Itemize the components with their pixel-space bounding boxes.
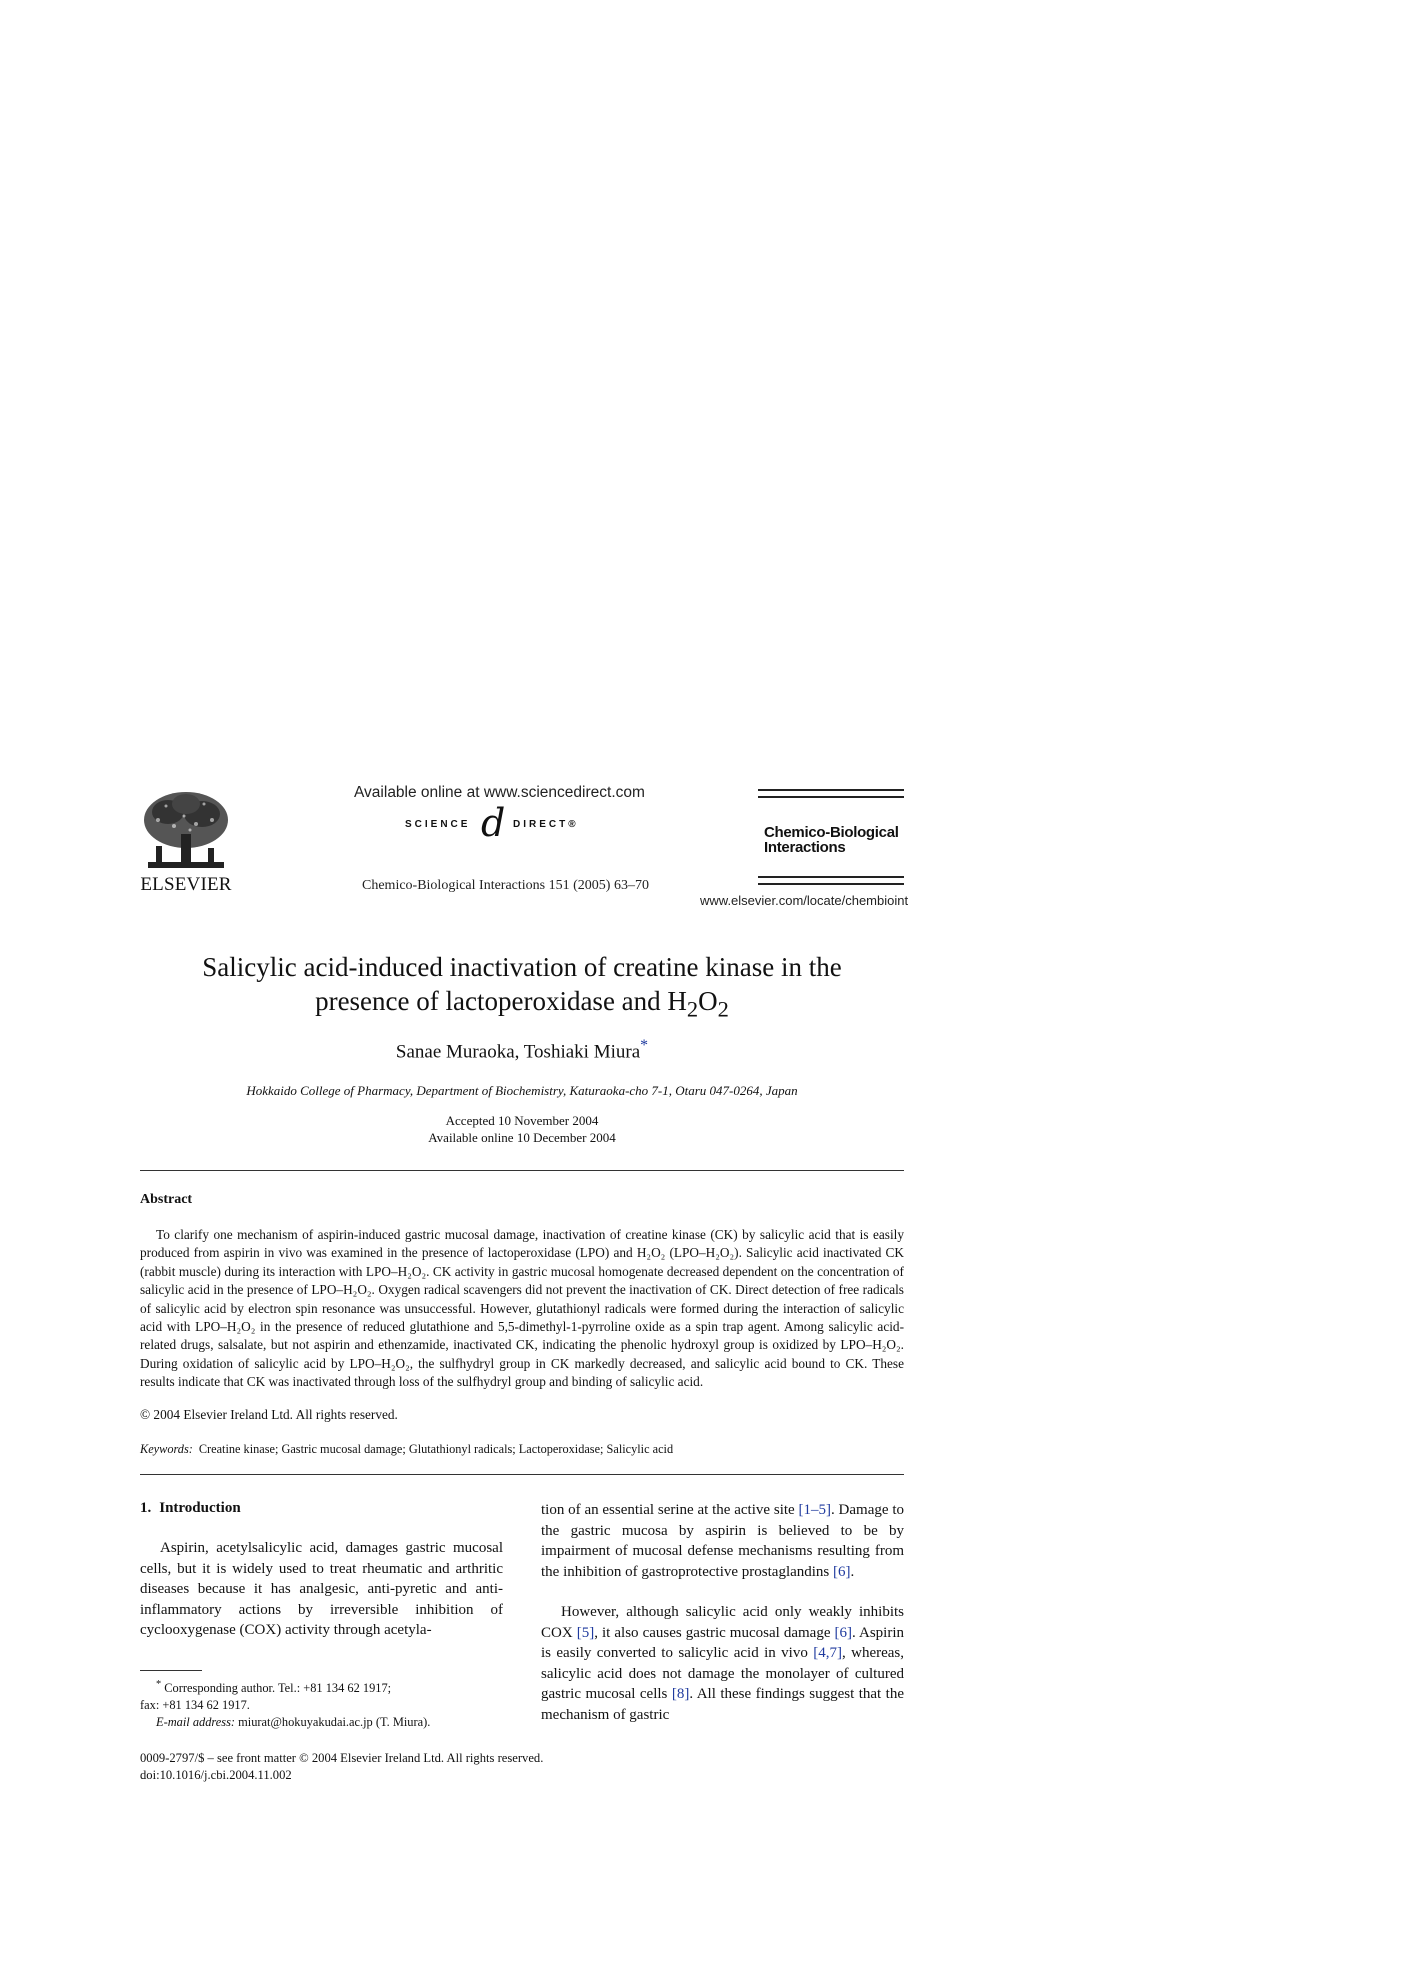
article-dates bbox=[140, 1112, 904, 1146]
abstract-top-divider bbox=[140, 1170, 904, 1171]
article-title bbox=[140, 950, 904, 1026]
available-date: Available online 10 December 2004 bbox=[428, 1130, 616, 1145]
journal-citation: Chemico-Biological Interactions 151 (2005) 63–70 bbox=[362, 878, 649, 893]
email-address: miurat@hokuyakudai.ac.jp (T. Miura). bbox=[238, 1715, 431, 1730]
section-number: 1. bbox=[140, 1500, 152, 1516]
accepted-date: Accepted 10 November 2004 bbox=[445, 1113, 599, 1128]
doi-line: doi:10.1016/j.cbi.2004.11.002 bbox=[140, 1768, 292, 1782]
brand-rule-top-1 bbox=[758, 789, 904, 791]
brand-rule-bottom-1 bbox=[758, 876, 904, 878]
footnote-line-2: fax: +81 134 62 1917. bbox=[140, 1698, 250, 1713]
keywords bbox=[140, 1442, 904, 1457]
keywords-list: Creatine kinase; Gastric mucosal damage; Glutathionyl radicals; Lactoperoxidase; Salicylic acid bbox=[198, 1442, 674, 1456]
footnote-marker: * bbox=[156, 1679, 162, 1690]
footnote-divider bbox=[140, 1670, 202, 1671]
science-direct-logo bbox=[405, 801, 595, 845]
title-line-2 bbox=[140, 984, 904, 1026]
title-subscript-1: 2 bbox=[686, 996, 699, 1022]
citation-link[interactable]: [4,7] bbox=[813, 1645, 842, 1661]
footnote-text-1: Corresponding author. Tel.: +81 134 62 1917; bbox=[164, 1681, 392, 1696]
keywords-label: Keywords: bbox=[140, 1442, 193, 1456]
footnote-line-1 bbox=[140, 1676, 503, 1697]
abstract-copyright: © 2004 Elsevier Ireland Ltd. All rights reserved. bbox=[140, 1407, 398, 1422]
science-direct-at-icon: d bbox=[481, 801, 506, 845]
text-span: . All these findings suggest that the mechanism of gastric bbox=[541, 1686, 904, 1723]
citation-link[interactable]: [1–5] bbox=[798, 1502, 831, 1518]
journal-brand bbox=[764, 825, 899, 855]
text-span: tion of an essential serine at the active site bbox=[541, 1502, 799, 1518]
footnote-email-line bbox=[140, 1714, 503, 1731]
section-heading bbox=[140, 1500, 241, 1517]
text-span: . bbox=[850, 1563, 855, 1580]
journal-homepage-link[interactable]: www.elsevier.com/locate/chembioint bbox=[700, 893, 909, 908]
text-span: , whereas, salicylic acid does not damage the monolayer of cultured gastric mucosal cells bbox=[541, 1645, 904, 1702]
science-direct-left: SCIENCE bbox=[405, 819, 471, 830]
citation-link[interactable]: [6] bbox=[833, 1563, 851, 1580]
intro-paragraph-3 bbox=[541, 1602, 904, 1725]
science-direct-right: DIRECT® bbox=[513, 819, 579, 830]
abstract-heading: Abstract bbox=[140, 1192, 193, 1207]
intro-paragraph-1: Aspirin, acetylsalicylic acid, damages gastric mucosal cells, but it is widely used to treat rheumatic and arthritic diseases because it has analgesic, anti-pyretic and anti-inflammatory actions by irreversible inhibition of cyclooxygenase (COX) activity through acetyla- bbox=[140, 1540, 503, 1638]
citation-link[interactable]: [5] bbox=[576, 1624, 595, 1641]
elsevier-wordmark: ELSEVIER bbox=[140, 874, 232, 895]
brand-rule-bottom-2 bbox=[758, 883, 904, 885]
authors-text: Sanae Muraoka, Toshiaki Miura bbox=[395, 1041, 641, 1063]
title-line-2-text: presence of lactoperoxidase and H bbox=[315, 986, 687, 1016]
corresponding-author-link[interactable]: * bbox=[640, 1037, 649, 1054]
text-span: . Aspirin is easily converted to salicylic acid in vivo bbox=[541, 1624, 904, 1661]
abstract-text: To clarify one mechanism of aspirin-induced gastric mucosal damage, inactivation of creatine kinase (CK) by salicylic acid that is easily produced from aspirin in vivo was examined in the presence of lactoperoxidase (LPO) and H₂O₂ (LPO–H₂O₂). Salicylic acid inactivated CK (rabbit muscle) during its interaction with LPO–H₂O₂. CK activity in gastric mucosal homogenate decreased dependent on the concentration of salicylic acid in the presence of LPO–H₂O₂. Oxygen radical scavengers did not prevent the inactivation of CK. Direct detection of free radicals of salicylic acid by electron spin resonance was unsuccessful. However, glutathionyl radicals were formed during the interaction of salicylic acid with LPO–H₂O₂ in the presence of reduced glutathione and 5,5-dimethyl-1-pyrroline oxide as a spin trap agent. Among salicylic acid-related drugs, salsalate, but not aspirin and ethenzamide, inactivated CK, indicating the phenolic hydroxyl group is oxidized by LPO–H₂O₂. During oxidation of salicylic acid by LPO–H₂O₂, the sulfhydryl group in CK markedly decreased, and salicylic acid bound to CK. These results indicate that CK was inactivated through loss of the sulfhydryl group and binding of salicylic acid. bbox=[140, 1227, 904, 1390]
abstract-bottom-divider bbox=[140, 1474, 904, 1475]
title-subscript-2: 2 bbox=[717, 996, 729, 1022]
corresponding-footnote bbox=[140, 1676, 503, 1731]
citation-link[interactable]: [6] bbox=[834, 1624, 853, 1641]
text-span: , it also causes gastric mucosal damage bbox=[594, 1624, 835, 1641]
issn-line: 0009-2797/$ – see front matter © 2004 Elsevier Ireland Ltd. All rights reserved. bbox=[140, 1751, 544, 1765]
brand-rule-top-2 bbox=[758, 796, 904, 798]
affiliation: Hokkaido College of Pharmacy, Department of Biochemistry, Katuraoka-cho 7-1, Otaru 047-0264, Japan bbox=[246, 1083, 798, 1098]
intro-paragraph-2 bbox=[541, 1500, 904, 1582]
text-span: However, although salicylic acid only weakly inhibits COX bbox=[541, 1604, 904, 1641]
section-title: Introduction bbox=[159, 1500, 241, 1516]
email-label: E-mail address: bbox=[156, 1715, 236, 1730]
available-online-link[interactable]: Available online at www.sciencedirect.com bbox=[354, 784, 645, 801]
title-o: O bbox=[698, 986, 718, 1016]
journal-brand-line2: Interactions bbox=[764, 839, 846, 856]
author-list bbox=[140, 1037, 904, 1063]
front-matter bbox=[140, 1750, 543, 1784]
title-line-1: Salicylic acid-induced inactivation of creatine kinase in the bbox=[202, 952, 842, 982]
text-span: . Damage to the gastric mucosa by aspirin is believed to be by impairment of mucosal defense mechanisms resulting from the inhibition of gastroprotective prostaglandins bbox=[541, 1502, 905, 1580]
journal-brand-line1: Chemico-Biological bbox=[764, 824, 899, 841]
citation-link[interactable]: [8] bbox=[671, 1686, 690, 1702]
